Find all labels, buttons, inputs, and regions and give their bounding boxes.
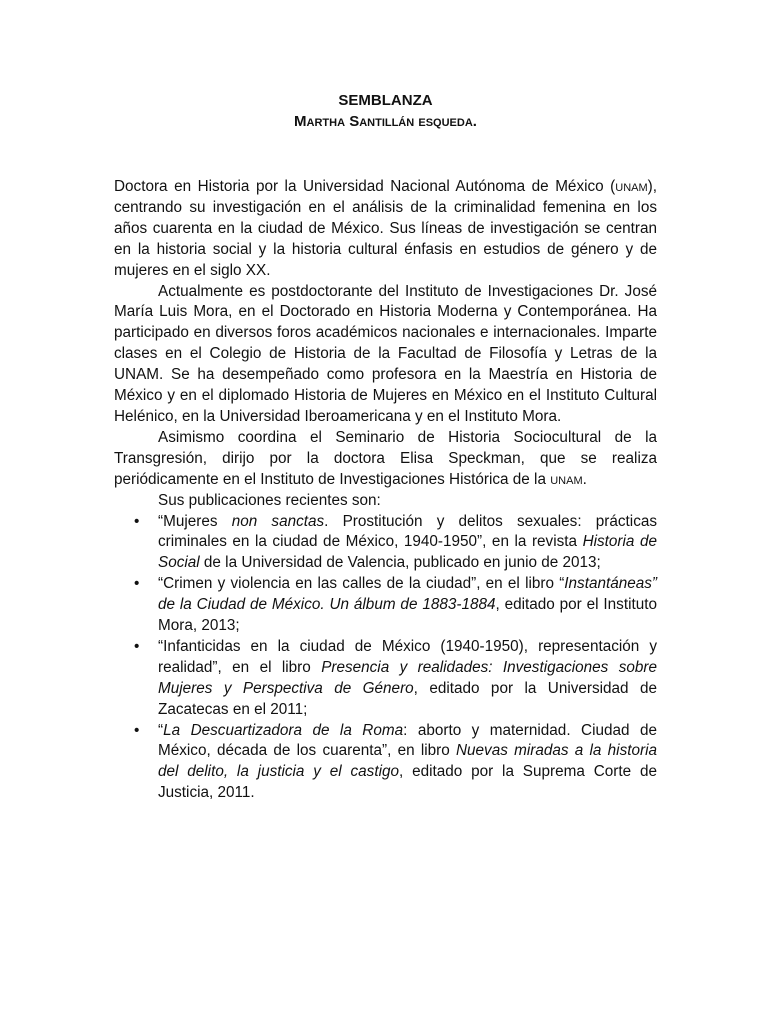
- pub-1-italic-1: non sanctas: [231, 512, 325, 530]
- pub-4-italic-2: Nuevas miradas a la historia del delito, la justicia y el castigo: [158, 742, 657, 781]
- bullet-icon: •: [134, 721, 140, 739]
- bio-p1-unam: unam: [615, 178, 648, 195]
- publications-list: [114, 512, 657, 805]
- author-name: Martha Santillán esqueda.: [294, 113, 477, 130]
- pub-3-text-1: “Infanticidas en la ciudad de México (1940-1950), representación y realidad”, en el libro: [158, 637, 657, 676]
- document-page: [114, 90, 657, 804]
- pub-2-italic-1: Instantáneas” de la Ciudad de México. Un álbum de 1883-1884: [158, 575, 657, 614]
- bio-p1-text-b: ), centrando su investigación en el análisis de la criminalidad femenina en los años cuarenta en la ciudad de México. Sus líneas de investigación se centran en la historia social y la historia cultural énfasis en estudios de género y de mujeres en el siglo XX.: [114, 178, 657, 279]
- bio-p3-text-a: Asimismo coordina el Seminario de Historia Sociocultural de la Transgresión, dirijo por la doctora Elisa Speckman, que se realiza periódicamente en el Instituto de Investigaciones Histórica de la: [114, 428, 657, 488]
- bio-paragraph-2: Actualmente es postdoctorante del Instituto de Investigaciones Dr. José María Luis Mora, en el Doctorado en Historia Moderna y Contemporánea. Ha participado en diversos foros académicos nacionales e internacionales. Imparte clases en el Colegio de Historia de la Facultad de Filosofía y Letras de la UNAM. Se ha desempeñado como profesora en la Maestría en Historia de México y en el diplomado Historia de Mujeres en México en el Instituto Cultural Helénico, en la Universidad Iberoamericana y en el Instituto Mora.: [114, 282, 657, 425]
- pub-1-text-3: de la Universidad de Valencia, publicado en junio de 2013;: [199, 554, 601, 572]
- pub-4-text-1: “: [158, 721, 164, 739]
- bullet-icon: •: [134, 637, 140, 655]
- pub-4-italic-1: La Descuartizadora de la Roma: [163, 721, 404, 739]
- bio-p3-unam: unam: [550, 470, 583, 488]
- publication-item: [134, 512, 657, 575]
- pub-3-italic-1: Presencia y realidades: Investigaciones sobre Mujeres y Perspectiva de Género: [158, 658, 657, 697]
- document-title: SEMBLANZA: [338, 92, 433, 109]
- publication-item: [134, 574, 657, 637]
- bio-p1-text-a: Doctora en Historia por la Universidad Nacional Autónoma de México (: [114, 178, 616, 195]
- pub-2-text-2: , editado por el Instituto Mora, 2013;: [158, 596, 657, 635]
- pub-1-italic-2: Historia de Social: [158, 533, 657, 572]
- publication-item: [134, 721, 657, 805]
- bio-paragraph-1: [114, 177, 657, 282]
- publications-intro: Sus publicaciones recientes son:: [158, 491, 381, 509]
- bullet-icon: •: [134, 512, 140, 530]
- pub-4-text-3: , editado por la Suprema Corte de Justicia, 2011.: [158, 763, 657, 802]
- pub-3-text-2: , editado por la Universidad de Zacatecas en el 2011;: [158, 679, 657, 718]
- pub-1-text-1: “Mujeres: [158, 512, 232, 530]
- pub-2-text-1: “Crimen y violencia en las calles de la ciudad”, en el libro “: [158, 575, 565, 593]
- bio-paragraph-3: [114, 428, 657, 491]
- bullet-icon: •: [134, 575, 140, 593]
- pub-1-text-2: . Prostitución y delitos sexuales: prácticas criminales en la ciudad de México, 1940-1950”, en la revista: [158, 512, 657, 551]
- bio-p3-text-b: .: [582, 470, 587, 488]
- publication-item: [134, 637, 657, 721]
- pub-4-text-2: : aborto y maternidad. Ciudad de México, década de los cuarenta”, en libro: [158, 721, 657, 760]
